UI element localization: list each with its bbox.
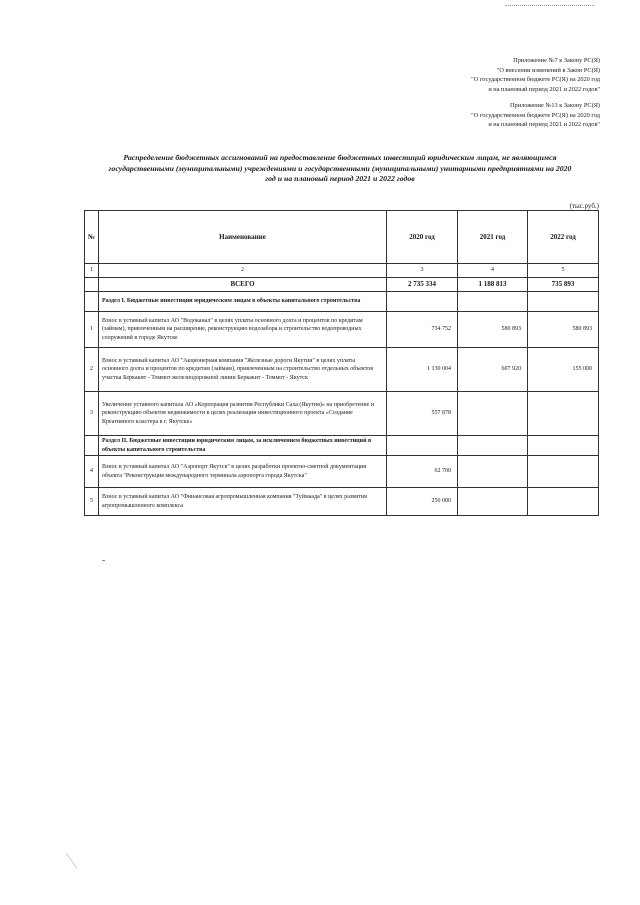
row-2022: 580 893	[528, 312, 599, 348]
row-2022	[528, 488, 599, 516]
total-2020: 2 735 334	[387, 278, 458, 292]
row-name: Взнос в уставный капитал АО "Финансовая агропромышленная компания "Туймаада" в целях развития агропромышленного комплекса	[99, 488, 387, 516]
empty-cell	[458, 292, 528, 312]
row-name: Взнос в уставный капитал АО "Акционерная компания "Железные дороги Якутии" в целях уплаты основного долга и процентов по кредитам (займам), привлеченным на строительство отдельных объектов участка Беркакит - Томмот железнодорожной линии Беркакит - Томмот - Якутск	[99, 348, 387, 392]
budget-table	[84, 210, 599, 516]
scan-artifact	[505, 5, 595, 10]
unit-label: (тыс.руб.)	[569, 202, 599, 210]
row-2021	[458, 392, 528, 436]
row-2020: 557 878	[387, 392, 458, 436]
annex-header-line: Приложение №7 к Закону РС(Я)	[513, 57, 600, 64]
title-line: Распределение бюджетных ассигнований на предоставление бюджетных инвестиций юридическим лицам, не являющимся	[123, 153, 557, 162]
row-number: 5	[85, 488, 99, 516]
table-row	[85, 348, 599, 392]
total-label: ВСЕГО	[99, 278, 387, 292]
section-title: Раздел I. Бюджетные инвестиции юридическим лицам в объекты капитального строительства	[99, 292, 387, 312]
row-name: Взнос в уставный капитал АО "Водоканал" в целях уплаты основного долга и процентов по кредитам (займам), привлеченным на расширение, реконструкцию водозабора и строительство водопроводных сооружений в городе Якутске	[99, 312, 387, 348]
annex-header-7	[471, 56, 600, 94]
header-name: Наименование	[99, 211, 387, 264]
section-row	[85, 436, 599, 456]
row-number: 2	[85, 348, 99, 392]
row-2020: 62 700	[387, 456, 458, 488]
header-2021: 2021 год	[458, 211, 528, 264]
annex-header-line: "О внесении изменений в Закон РС(Я)	[496, 66, 600, 74]
row-2022	[528, 456, 599, 488]
empty-cell	[387, 436, 458, 456]
annex-header-line: Приложение №13 к Закону РС(Я)	[510, 102, 600, 109]
header-2020: 2020 год	[387, 211, 458, 264]
table-header-row	[85, 211, 599, 264]
row-2020: 1 130 004	[387, 348, 458, 392]
annex-header-line: и на плановый период 2021 и 2022 годов"	[488, 121, 600, 129]
table-row	[85, 488, 599, 516]
annex-header-line: "О государственном бюджете РС(Я) на 2020 год	[471, 111, 600, 119]
header-2022: 2022 год	[528, 211, 599, 264]
index-cell: 3	[387, 264, 458, 278]
row-name: Увеличение уставного капитала АО «Корпорация развития Республики Саха (Якутия)» на приобретение и реконструкцию объектов недвижимости в целях реализации инвестиционного проекта «Создание Креативного кластера в г. Якутске»	[99, 392, 387, 436]
index-cell: 4	[458, 264, 528, 278]
row-2022: 155 000	[528, 348, 599, 392]
row-2021: 607 920	[458, 348, 528, 392]
index-cell: 1	[85, 264, 99, 278]
row-2021	[458, 456, 528, 488]
section-row	[85, 292, 599, 312]
scan-speck	[102, 560, 105, 561]
row-number: 1	[85, 312, 99, 348]
row-2021: 580 893	[458, 312, 528, 348]
row-2020: 734 752	[387, 312, 458, 348]
annex-header-13	[471, 101, 600, 130]
total-2021: 1 188 813	[458, 278, 528, 292]
title-line: год и на плановый период 2021 и 2022 годов	[265, 174, 415, 184]
empty-cell	[387, 292, 458, 312]
annex-header-line: и на плановый период 2021 и 2022 годов"	[488, 85, 600, 93]
section-number-cell	[85, 292, 99, 312]
total-row	[85, 278, 599, 292]
header-number: №	[85, 211, 99, 264]
scan-artifact	[66, 845, 89, 868]
row-name: Взнос в уставный капитал АО "Аэропорт Якутск" в целях разработки проектно-сметной документации объекта "Реконструкция международного терминала аэропорта города Якутска"	[99, 456, 387, 488]
row-2022	[528, 392, 599, 436]
section-title: Раздел II. Бюджетные инвестиции юридическим лицам, за исключением бюджетных инвестиций в объекты капитального строительства	[99, 436, 387, 456]
table-row	[85, 392, 599, 436]
total-2022: 735 893	[528, 278, 599, 292]
table-row	[85, 312, 599, 348]
row-2021	[458, 488, 528, 516]
index-cell: 2	[99, 264, 387, 278]
title-line: государственными (муниципальными) учреждениями и государственными (муниципальными) унитарными предприятиями на 2020	[108, 163, 572, 173]
row-2020: 250 000	[387, 488, 458, 516]
total-number-cell	[85, 278, 99, 292]
empty-cell	[528, 436, 599, 456]
index-row	[85, 264, 599, 278]
empty-cell	[458, 436, 528, 456]
section-number-cell	[85, 436, 99, 456]
row-number: 4	[85, 456, 99, 488]
annex-header-line: "О государственном бюджете РС(Я) на 2020 год	[471, 76, 600, 84]
document-title	[85, 153, 595, 185]
empty-cell	[528, 292, 599, 312]
table-row	[85, 456, 599, 488]
index-cell: 5	[528, 264, 599, 278]
row-number: 3	[85, 392, 99, 436]
